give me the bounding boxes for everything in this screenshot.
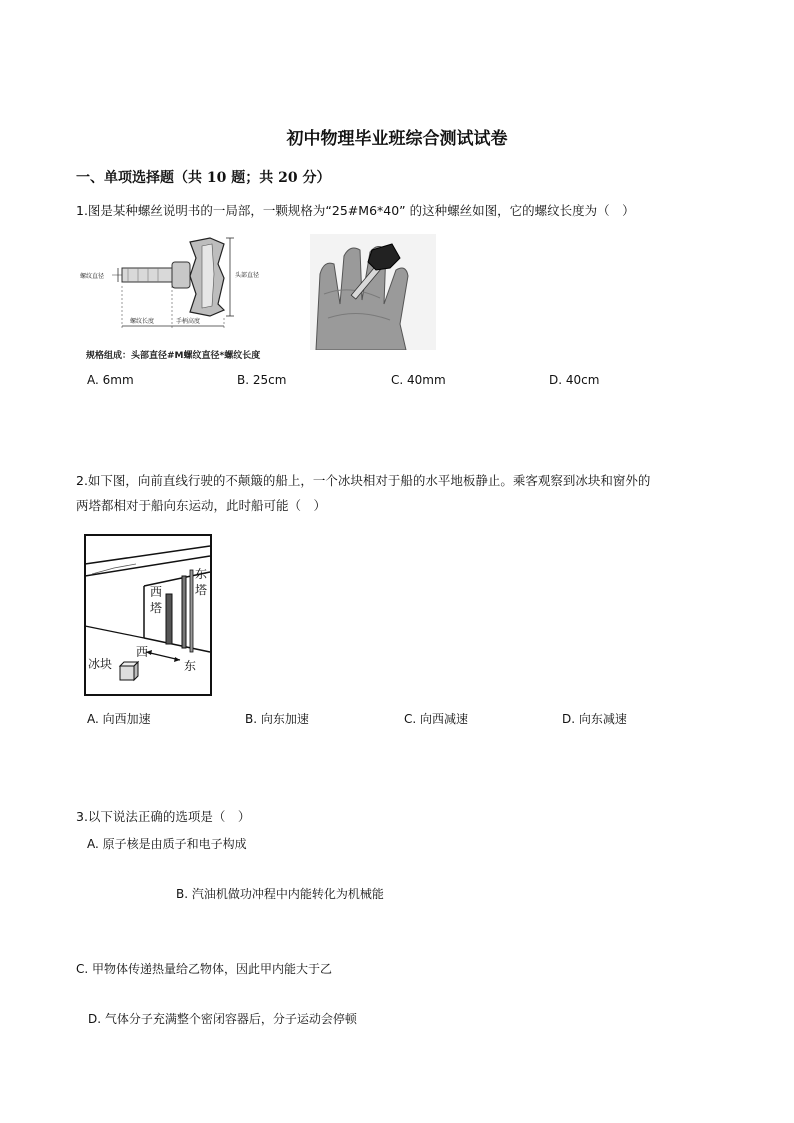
section-heading: 一、单项选择题（共 10 题；共 20 分） [76, 170, 331, 186]
head-diameter-label: 头部直径 [235, 272, 260, 279]
east-tower-label-2: 塔 [195, 583, 208, 597]
east-direction-label: 东 [184, 659, 197, 673]
q1-option-d[interactable]: D. 40cm [549, 373, 600, 387]
ship-cabin-figure [84, 534, 212, 696]
q3-option-a[interactable]: A. 原子核是由质子和电子构成 [87, 837, 247, 851]
question-3-stem: 3.以下说法正确的选项是（ ） [76, 809, 251, 824]
q2-option-a[interactable]: A. 向西加速 [87, 712, 151, 726]
handle-height-label: 手柄高度 [176, 318, 201, 325]
q1-option-a[interactable]: A. 6mm [87, 373, 134, 387]
west-tower-label-2: 塔 [150, 601, 163, 615]
q2-option-c[interactable]: C. 向西减速 [404, 712, 469, 726]
q1-option-b[interactable]: B. 25cm [237, 373, 287, 387]
q3-option-c[interactable]: C. 甲物体传递热量给乙物体，因此甲内能大于乙 [76, 962, 333, 976]
east-tower-label-1: 东 [195, 567, 208, 581]
west-direction-label: 西 [136, 645, 149, 659]
west-tower-label-1: 西 [150, 585, 163, 599]
page-title: 初中物理毕业班综合测试试卷 [286, 129, 508, 149]
hand-screw-photo [310, 234, 436, 350]
question-2-stem-line-1: 2.如下图，向前直线行驶的不颠簸的船上，一个冰块相对于船的水平地板静止。乘客观察到冰块和窗外的 [76, 473, 651, 488]
thread-diameter-label: 螺纹直径 [80, 273, 105, 280]
q2-option-d[interactable]: D. 向东减速 [562, 712, 627, 726]
ice-label: 冰块 [88, 657, 113, 671]
q3-option-d[interactable]: D. 气体分子充满整个密闭容器后，分子运动会停顿 [88, 1012, 357, 1026]
question-1-stem: 1.图是某种螺丝说明书的一局部，一颗规格为“25#M6*40” 的这种螺丝如图，它的螺纹长度为（ ） [76, 203, 635, 218]
q3-option-b[interactable]: B. 汽油机做功冲程中内能转化为机械能 [176, 887, 384, 901]
screw-diagram-caption: 规格组成：头部直径#M螺纹直径*螺纹长度 [86, 351, 261, 361]
question-2-stem-line-2: 两塔都相对于船向东运动，此时船可能（ ） [76, 498, 327, 513]
q1-option-c[interactable]: C. 40mm [391, 373, 446, 387]
q2-option-b[interactable]: B. 向东加速 [245, 712, 309, 726]
screw-diagram [78, 234, 278, 349]
thread-length-label: 螺纹长度 [130, 318, 155, 325]
